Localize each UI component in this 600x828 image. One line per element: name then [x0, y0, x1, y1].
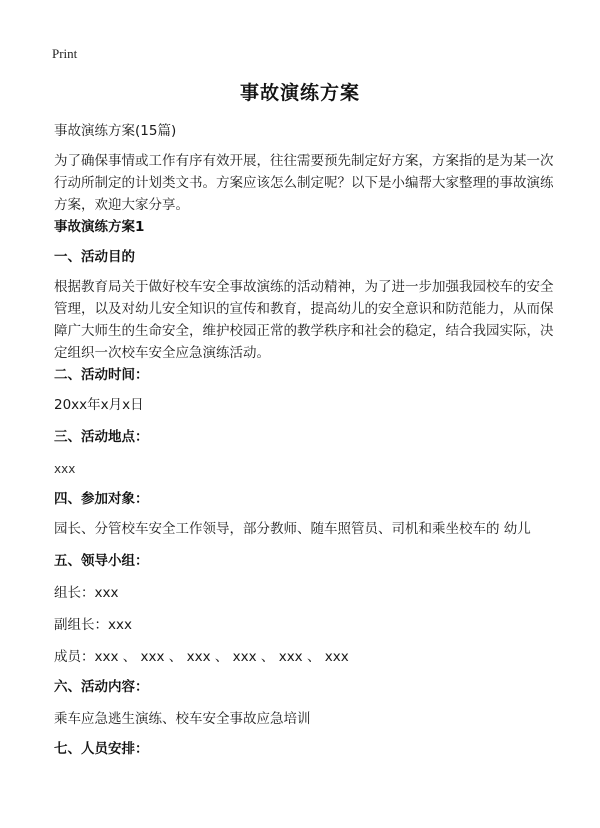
deputy-text: 副组长：xxx [54, 617, 132, 633]
participants-heading: 四、参加对象： [54, 491, 149, 507]
section-title: 事故演练方案1 [54, 219, 145, 235]
document-title: 事故演练方案 [239, 82, 360, 104]
participants-text: 园长、分管校车安全工作领导，部分教师、随车照管员、司机和乘坐校车的 幼儿 [54, 521, 531, 537]
intro-paragraph: 为了确保事情或工作有序有效开展，往往需要预先制定好方案，方案指的是为某一次行动所制定的计划类文书。方案应该怎么制定呢？以下是小编帮大家整理的事故演练方案，欢迎大家分享。 [54, 153, 554, 213]
place-heading: 三、活动地点： [54, 429, 149, 445]
content-text: 乘车应急逃生演练、校车安全事故应急培训 [54, 711, 311, 727]
staff-heading: 七、人员安排： [54, 741, 149, 757]
print-label: Print [52, 46, 78, 61]
leaders-heading: 五、领导小组： [54, 553, 149, 569]
leader-text: 组长：xxx [54, 585, 119, 601]
time-heading: 二、活动时间： [54, 367, 149, 383]
document-subtitle: 事故演练方案(15篇) [54, 123, 177, 139]
time-text: 20xx年x月x日 [54, 397, 144, 413]
purpose-paragraph: 根据教育局关于做好校车安全事故演练的活动精神，为了进一步加强我园校车的安全管理，以及对幼儿安全知识的宣传和教育，提高幼儿的安全意识和防范能力，从而保障广大师生的生命安全，维护校园正常的教学秩序和社会的稳定，结合我园实际，决定组织一次校车安全应急演练活动。 [54, 279, 554, 361]
members-text: 成员：xxx 、 xxx 、 xxx 、 xxx 、 xxx 、 xxx [54, 649, 349, 665]
purpose-heading: 一、活动目的 [54, 249, 135, 265]
place-text: xxx [54, 462, 76, 476]
content-heading: 六、活动内容： [54, 679, 149, 695]
